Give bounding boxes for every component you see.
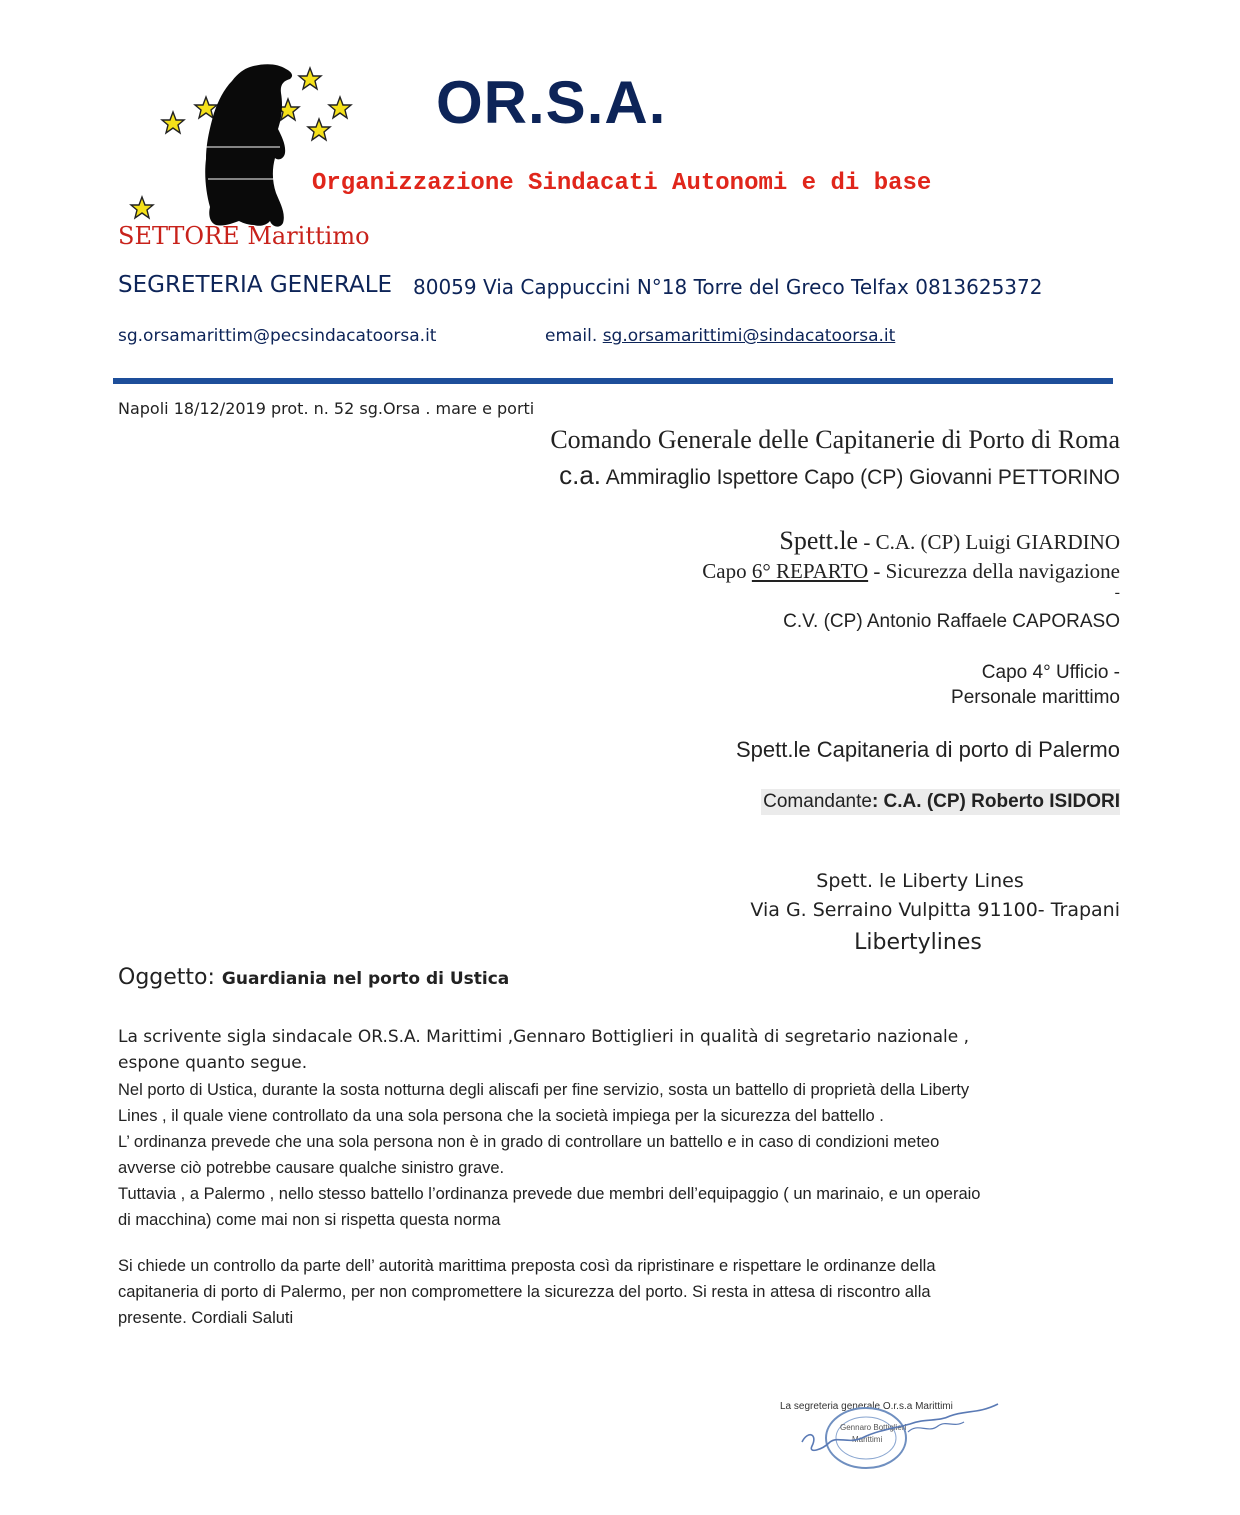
email-link[interactable]: sg.orsamarittimi@sindacatoorsa.it	[602, 326, 896, 346]
recipient-capitaneria-palermo: Spett.le Capitaneria di porto di Palermo	[736, 737, 1120, 762]
recipient-comando-generale: Comando Generale delle Capitanerie di Porto di Roma	[550, 425, 1120, 454]
recipient-pettorino-text: Ammiraglio Ispettore Capo (CP) Giovanni PETTORINO	[601, 466, 1120, 489]
org-full-name: Organizzazione Sindacati Autonomi e di base	[312, 170, 932, 197]
body-paragraph-2	[118, 1077, 1108, 1233]
email-line	[545, 326, 895, 346]
star-icon	[308, 119, 330, 140]
recipient-liberty-lines: Spett. le Liberty Lines	[816, 870, 1024, 892]
body-paragraph-1	[118, 1024, 1108, 1076]
recipient-personale: Personale marittimo	[951, 687, 1120, 708]
body-line: di macchina) come mai non si rispetta questa norma	[118, 1211, 501, 1229]
star-icon	[131, 197, 153, 218]
subject-label: Oggetto:	[118, 965, 215, 990]
date-protocol-line: Napoli 18/12/2019 prot. n. 52 sg.Orsa . mare e porti	[118, 399, 535, 418]
recipient-giardino-text: - C.A. (CP) Luigi GIARDINO	[858, 530, 1120, 554]
stamp-line-2: Gennaro Bottiglieri	[840, 1423, 907, 1432]
signature-stamp	[778, 1392, 1010, 1472]
star-icon	[162, 112, 184, 133]
recipient-dash: -	[1114, 584, 1120, 601]
handwritten-signature-flourish	[908, 1422, 964, 1432]
address-line: 80059 Via Cappuccini N°18 Torre del Greco Telfax 0813625372	[413, 275, 1043, 299]
body-line: capitaneria di porto di Palermo, per non compromettere la sicurezza del porto. Si resta in attesa di riscontro alla	[118, 1283, 931, 1301]
recipient-liberty-address: Via G. Serraino Vulpitta 91100- Trapani	[750, 899, 1120, 921]
recipient-pettorino	[559, 460, 1120, 491]
pec-address: sg.orsamarittim@pecsindacatoorsa.it	[118, 326, 437, 346]
body-line: espone quanto segue.	[118, 1053, 308, 1073]
recipient-giardino	[779, 526, 1120, 556]
subject-text: Guardiania nel porto di Ustica	[221, 969, 510, 989]
reparto-suffix: - Sicurezza della navigazione	[868, 559, 1120, 583]
body-line: La scrivente sigla sindacale OR.S.A. Marittimi ,Gennaro Bottiglieri in qualità di segretario nazionale ,	[118, 1027, 970, 1047]
stamp-line-1: La segreteria generale O.r.s.a Marittimi	[780, 1401, 953, 1412]
email-prefix: email.	[545, 326, 598, 346]
recipient-comandante	[761, 789, 1120, 815]
body-line: Lines , il quale viene controllato da una sola persona che la società impiega per la sicurezza del battello .	[118, 1107, 884, 1125]
comandante-label: Comandante	[763, 791, 872, 812]
reparto-name: 6° REPARTO	[751, 559, 869, 583]
comandante-name: : C.A. (CP) Roberto ISIDORI	[871, 791, 1120, 812]
recipient-caporaso: C.V. (CP) Antonio Raffaele CAPORASO	[783, 611, 1120, 632]
reparto-prefix: Capo	[702, 559, 752, 583]
star-icon	[329, 97, 351, 118]
body-paragraph-3	[118, 1253, 1108, 1331]
settore-label: SETTORE Marittimo	[118, 222, 370, 250]
ca-abbrev: c.a.	[559, 460, 602, 490]
stamp-line-3: Marittimi	[852, 1435, 883, 1444]
org-acronym-title: OR.S.A.	[436, 69, 667, 136]
body-line: Tuttavia , a Palermo , nello stesso battello l’ordinanza prevede due membri dell’equipaggio ( un marinaio, e un operaio	[118, 1185, 981, 1203]
orsa-bear-logo	[120, 55, 360, 235]
spett-label: Spett.le	[779, 526, 859, 555]
body-line: presente. Cordiali Saluti	[118, 1309, 294, 1327]
recipient-reparto	[702, 559, 1120, 584]
star-icon	[299, 68, 321, 89]
subject-line	[118, 965, 509, 990]
segreteria-label: SEGRETERIA GENERALE	[118, 272, 393, 298]
header-divider	[113, 378, 1113, 384]
bear-silhouette	[205, 64, 292, 226]
body-line: L’ ordinanza prevede che una sola persona non è in grado di controllare un battello e in caso di condizioni meteo	[118, 1133, 940, 1151]
recipient-libertylines: Libertylines	[854, 930, 982, 955]
body-line: Si chiede un controllo da parte dell’ autorità marittima preposta così da ripristinare e rispettare le ordinanze della	[118, 1257, 936, 1275]
body-line: avverse ciò potrebbe causare qualche sinistro grave.	[118, 1159, 505, 1177]
recipient-ufficio: Capo 4° Ufficio -	[981, 662, 1120, 683]
body-line: Nel porto di Ustica, durante la sosta notturna degli aliscafi per fine servizio, sosta un battello di proprietà della Liberty	[118, 1081, 970, 1099]
